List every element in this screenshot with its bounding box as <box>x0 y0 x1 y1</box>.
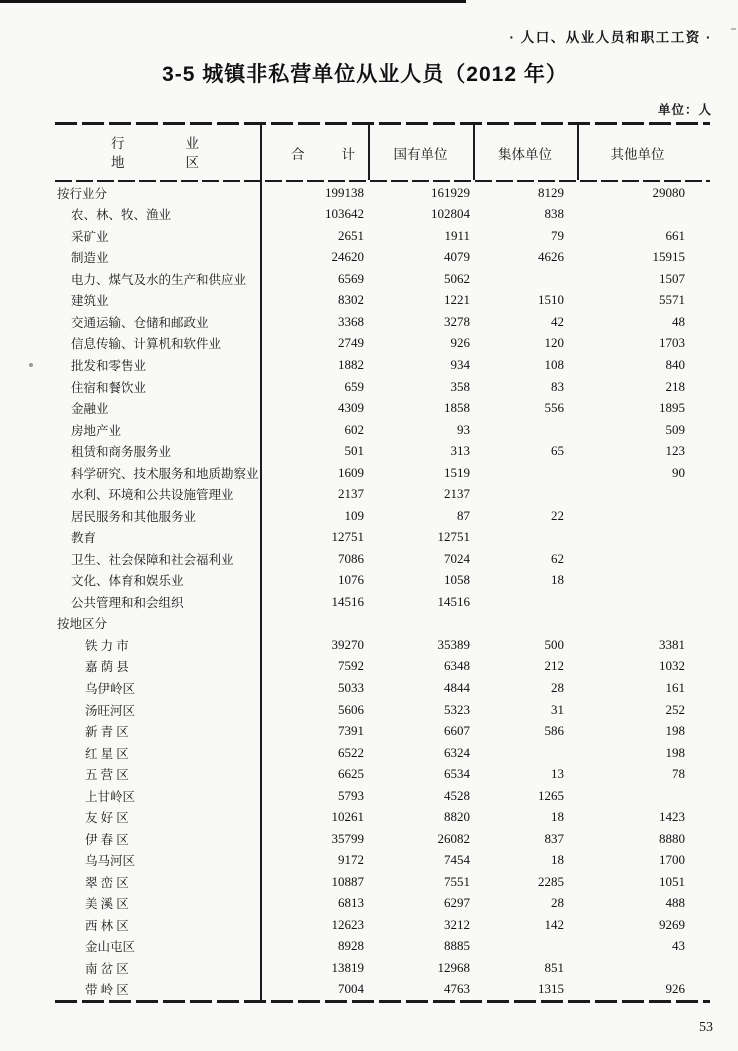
unit-label: 单位：人 <box>657 103 712 117</box>
table-row <box>55 376 710 398</box>
row-label: 新 青 区 <box>85 725 129 740</box>
cell-other: 252 <box>665 701 685 717</box>
cell-other: 1051 <box>659 873 685 889</box>
table-body <box>55 182 710 1000</box>
cell-total: 3368 <box>338 313 364 329</box>
cell-total: 5033 <box>338 679 364 695</box>
running-head: · 人口、从业人员和职工工资 · <box>509 30 712 45</box>
cell-total: 199138 <box>325 184 364 200</box>
cell-collective: 120 <box>544 335 564 351</box>
cell-state-owned: 12968 <box>437 959 470 975</box>
cell-other: 90 <box>672 464 685 480</box>
table-row <box>55 893 710 915</box>
cell-collective: 79 <box>551 227 564 243</box>
cell-collective: 18 <box>551 809 564 825</box>
column-header-other <box>577 125 710 180</box>
cell-total: 103642 <box>325 206 364 222</box>
cell-other: 840 <box>665 357 685 373</box>
table-row <box>55 462 710 484</box>
cell-collective: 108 <box>544 357 564 373</box>
table-row <box>55 570 710 592</box>
row-label: 翠 峦 区 <box>85 875 129 890</box>
cell-state-owned: 161929 <box>431 184 470 200</box>
cell-total: 2651 <box>338 227 364 243</box>
table-row <box>55 677 710 699</box>
cell-state-owned: 26082 <box>437 830 470 846</box>
row-label: 交通运输、仓储和邮政业 <box>71 315 209 330</box>
cell-total: 6813 <box>338 895 364 911</box>
cell-total: 109 <box>344 507 364 523</box>
cell-state-owned: 14516 <box>437 593 470 609</box>
cell-collective: 18 <box>551 852 564 868</box>
table-row <box>55 225 710 247</box>
cell-total: 6569 <box>338 270 364 286</box>
table-row <box>55 957 710 979</box>
table-row <box>55 742 710 764</box>
cell-state-owned: 6348 <box>444 658 470 674</box>
cell-collective: 22 <box>551 507 564 523</box>
row-label: 按行业分 <box>57 186 108 201</box>
column-header-label: 集体单位 <box>498 146 552 162</box>
table-row <box>55 936 710 958</box>
cell-collective: 13 <box>551 766 564 782</box>
cell-state-owned: 35389 <box>437 636 470 652</box>
cell-total: 2137 <box>338 486 364 502</box>
row-label: 汤旺河区 <box>85 703 136 718</box>
cell-collective: 8129 <box>538 184 564 200</box>
row-label: 居民服务和其他服务业 <box>71 509 197 524</box>
cell-total: 602 <box>344 421 364 437</box>
cell-state-owned: 926 <box>450 335 470 351</box>
table-row <box>55 311 710 333</box>
cell-state-owned: 1519 <box>444 464 470 480</box>
total-header-char: 合 <box>291 146 305 162</box>
cell-state-owned: 1858 <box>444 400 470 416</box>
row-label: 住宿和餐饮业 <box>71 380 147 395</box>
cell-other: 43 <box>672 938 685 954</box>
cell-total: 1076 <box>338 572 364 588</box>
row-label: 采矿业 <box>71 229 109 244</box>
row-label: 带 岭 区 <box>85 983 129 998</box>
cell-total: 7592 <box>338 658 364 674</box>
row-label: 教育 <box>71 531 97 546</box>
row-label: 水利、环境和公共设施管理业 <box>71 488 234 503</box>
row-label: 建筑业 <box>71 294 109 309</box>
cell-total: 501 <box>344 443 364 459</box>
cell-state-owned: 12751 <box>437 529 470 545</box>
row-label: 嘉 荫 县 <box>85 660 129 675</box>
cell-state-owned: 8885 <box>444 938 470 954</box>
cell-collective: 1265 <box>538 787 564 803</box>
cell-collective: 28 <box>551 679 564 695</box>
cell-total: 14516 <box>331 593 364 609</box>
table-row <box>55 290 710 312</box>
table-row <box>55 871 710 893</box>
table-row <box>55 505 710 527</box>
column-header-collective <box>473 125 577 180</box>
row-label: 农、林、牧、渔业 <box>71 208 172 223</box>
cell-total: 5793 <box>338 787 364 803</box>
row-label: 铁 力 市 <box>85 638 129 653</box>
cell-collective: 31 <box>551 701 564 717</box>
cell-other: 161 <box>665 679 685 695</box>
cell-other: 1507 <box>659 270 685 286</box>
stub-header-char: 行 <box>111 135 125 151</box>
row-label: 上甘岭区 <box>85 789 136 804</box>
cell-other: 926 <box>665 981 685 997</box>
table-row <box>55 979 710 1001</box>
row-label: 金融业 <box>71 402 109 417</box>
cell-state-owned: 6324 <box>444 744 470 760</box>
table-row <box>55 204 710 226</box>
cell-total: 8928 <box>338 938 364 954</box>
statistics-table <box>55 122 710 1003</box>
cell-total: 10887 <box>331 873 364 889</box>
cell-other: 78 <box>672 766 685 782</box>
table-row <box>55 914 710 936</box>
cell-collective: 4626 <box>538 249 564 265</box>
cell-state-owned: 5062 <box>444 270 470 286</box>
cell-state-owned: 7024 <box>444 550 470 566</box>
table-row <box>55 720 710 742</box>
cell-total: 35799 <box>331 830 364 846</box>
stub-header-char: 区 <box>185 154 199 170</box>
cell-collective: 1510 <box>538 292 564 308</box>
cell-state-owned: 4079 <box>444 249 470 265</box>
table-row <box>55 763 710 785</box>
row-label: 公共管理和和会组织 <box>71 595 184 610</box>
table-row <box>55 548 710 570</box>
row-label: 电力、煤气及水的生产和供应业 <box>71 272 247 287</box>
cell-total: 12751 <box>331 529 364 545</box>
row-label: 科学研究、技术服务和地质勘察业 <box>71 466 259 481</box>
cell-total: 8302 <box>338 292 364 308</box>
cell-other: 661 <box>665 227 685 243</box>
table-row <box>55 419 710 441</box>
table-row <box>55 785 710 807</box>
cell-state-owned: 7454 <box>444 852 470 868</box>
scan-artifact-top <box>0 0 466 3</box>
table-row <box>55 527 710 549</box>
cell-total: 1609 <box>338 464 364 480</box>
table-row <box>55 806 710 828</box>
cell-total: 7086 <box>338 550 364 566</box>
cell-collective: 1315 <box>538 981 564 997</box>
column-header-label: 国有单位 <box>393 146 448 162</box>
cell-total: 9172 <box>338 852 364 868</box>
page-number: 53 <box>699 1020 713 1035</box>
cell-collective: 62 <box>551 550 564 566</box>
column-header-industry-region <box>55 125 261 180</box>
cell-total: 10261 <box>331 809 364 825</box>
table-row <box>55 247 710 269</box>
table-row <box>55 849 710 871</box>
table-row <box>55 591 710 613</box>
table-border-bottom <box>55 1000 710 1003</box>
total-header-char: 计 <box>341 146 355 162</box>
stub-header-char: 地 <box>111 154 125 170</box>
row-label: 南 岔 区 <box>85 961 129 976</box>
cell-state-owned: 8820 <box>444 809 470 825</box>
cell-collective: 556 <box>544 400 564 416</box>
cell-other: 1703 <box>659 335 685 351</box>
cell-total: 6522 <box>338 744 364 760</box>
row-label: 卫生、社会保障和社会福利业 <box>71 552 234 567</box>
cell-collective: 851 <box>544 959 564 975</box>
cell-state-owned: 93 <box>457 421 470 437</box>
scan-artifact-right <box>731 28 736 30</box>
cell-total: 7004 <box>338 981 364 997</box>
table-row <box>55 354 710 376</box>
stub-header-char: 业 <box>185 135 199 151</box>
cell-state-owned: 313 <box>450 443 470 459</box>
cell-total: 39270 <box>331 636 364 652</box>
cell-state-owned: 1058 <box>444 572 470 588</box>
cell-collective: 42 <box>551 313 564 329</box>
cell-total: 4309 <box>338 400 364 416</box>
table-row <box>55 483 710 505</box>
cell-collective: 500 <box>544 636 564 652</box>
cell-state-owned: 6534 <box>444 766 470 782</box>
cell-state-owned: 2137 <box>444 486 470 502</box>
page-title: 3-5 城镇非私营单位从业人员（2012 年） <box>162 63 568 86</box>
table-row <box>55 397 710 419</box>
row-label: 文化、体育和娱乐业 <box>71 574 184 589</box>
cell-total: 24620 <box>331 249 364 265</box>
cell-state-owned: 3212 <box>444 916 470 932</box>
cell-collective: 28 <box>551 895 564 911</box>
cell-collective: 142 <box>544 916 564 932</box>
cell-collective: 838 <box>544 206 564 222</box>
row-label: 伊 春 区 <box>85 832 129 847</box>
cell-state-owned: 6607 <box>444 723 470 739</box>
table-row <box>55 333 710 355</box>
cell-other: 198 <box>665 744 685 760</box>
row-label: 制造业 <box>71 251 109 266</box>
cell-total: 6625 <box>338 766 364 782</box>
cell-other: 8880 <box>659 830 685 846</box>
cell-state-owned: 5323 <box>444 701 470 717</box>
cell-collective: 83 <box>551 378 564 394</box>
row-label: 租赁和商务服务业 <box>71 445 172 460</box>
cell-state-owned: 87 <box>457 507 470 523</box>
cell-other: 123 <box>665 443 685 459</box>
column-header-state-owned <box>368 125 473 180</box>
cell-collective: 65 <box>551 443 564 459</box>
cell-collective: 2285 <box>538 873 564 889</box>
table-row <box>55 828 710 850</box>
table-row <box>55 634 710 656</box>
cell-other: 29080 <box>652 184 685 200</box>
row-label: 友 好 区 <box>85 811 129 826</box>
row-label: 西 林 区 <box>85 918 129 933</box>
cell-state-owned: 358 <box>450 378 470 394</box>
cell-other: 198 <box>665 723 685 739</box>
cell-total: 7391 <box>338 723 364 739</box>
column-header-label: 其他单位 <box>610 146 665 162</box>
cell-other: 1895 <box>659 400 685 416</box>
cell-other: 1423 <box>659 809 685 825</box>
cell-total: 5606 <box>338 701 364 717</box>
row-label: 美 溪 区 <box>85 897 129 912</box>
column-header-total <box>261 125 368 180</box>
cell-collective: 18 <box>551 572 564 588</box>
cell-state-owned: 4763 <box>444 981 470 997</box>
table-row <box>55 613 710 635</box>
cell-state-owned: 7551 <box>444 873 470 889</box>
cell-other: 1032 <box>659 658 685 674</box>
cell-other: 1700 <box>659 852 685 868</box>
cell-state-owned: 4528 <box>444 787 470 803</box>
table-row <box>55 440 710 462</box>
table-row <box>55 699 710 721</box>
cell-other: 48 <box>672 313 685 329</box>
cell-total: 1882 <box>338 357 364 373</box>
cell-other: 3381 <box>659 636 685 652</box>
cell-state-owned: 1221 <box>444 292 470 308</box>
row-label: 房地产业 <box>71 423 122 438</box>
cell-other: 9269 <box>659 916 685 932</box>
cell-other: 5571 <box>659 292 685 308</box>
cell-other: 488 <box>665 895 685 911</box>
cell-collective: 586 <box>544 723 564 739</box>
scan-artifact-dot <box>29 363 33 367</box>
cell-total: 2749 <box>338 335 364 351</box>
cell-state-owned: 6297 <box>444 895 470 911</box>
cell-state-owned: 4844 <box>444 679 470 695</box>
row-label: 批发和零售业 <box>71 359 147 374</box>
row-label: 乌伊岭区 <box>85 681 136 696</box>
cell-other: 15915 <box>652 249 685 265</box>
cell-state-owned: 102804 <box>431 206 470 222</box>
row-label: 红 星 区 <box>85 746 129 761</box>
cell-other: 218 <box>665 378 685 394</box>
cell-total: 659 <box>344 378 364 394</box>
row-label: 信息传输、计算机和软件业 <box>71 337 222 352</box>
table-row <box>55 182 710 204</box>
cell-total: 12623 <box>331 916 364 932</box>
cell-collective: 837 <box>544 830 564 846</box>
cell-state-owned: 1911 <box>444 227 470 243</box>
cell-state-owned: 3278 <box>444 313 470 329</box>
row-label: 乌马河区 <box>85 854 136 869</box>
row-label: 按地区分 <box>57 617 108 632</box>
cell-total: 13819 <box>331 959 364 975</box>
cell-state-owned: 934 <box>450 357 470 373</box>
row-label: 金山屯区 <box>85 940 136 955</box>
table-row <box>55 268 710 290</box>
cell-other: 509 <box>665 421 685 437</box>
table-row <box>55 656 710 678</box>
row-label: 五 营 区 <box>85 768 129 783</box>
cell-collective: 212 <box>544 658 564 674</box>
